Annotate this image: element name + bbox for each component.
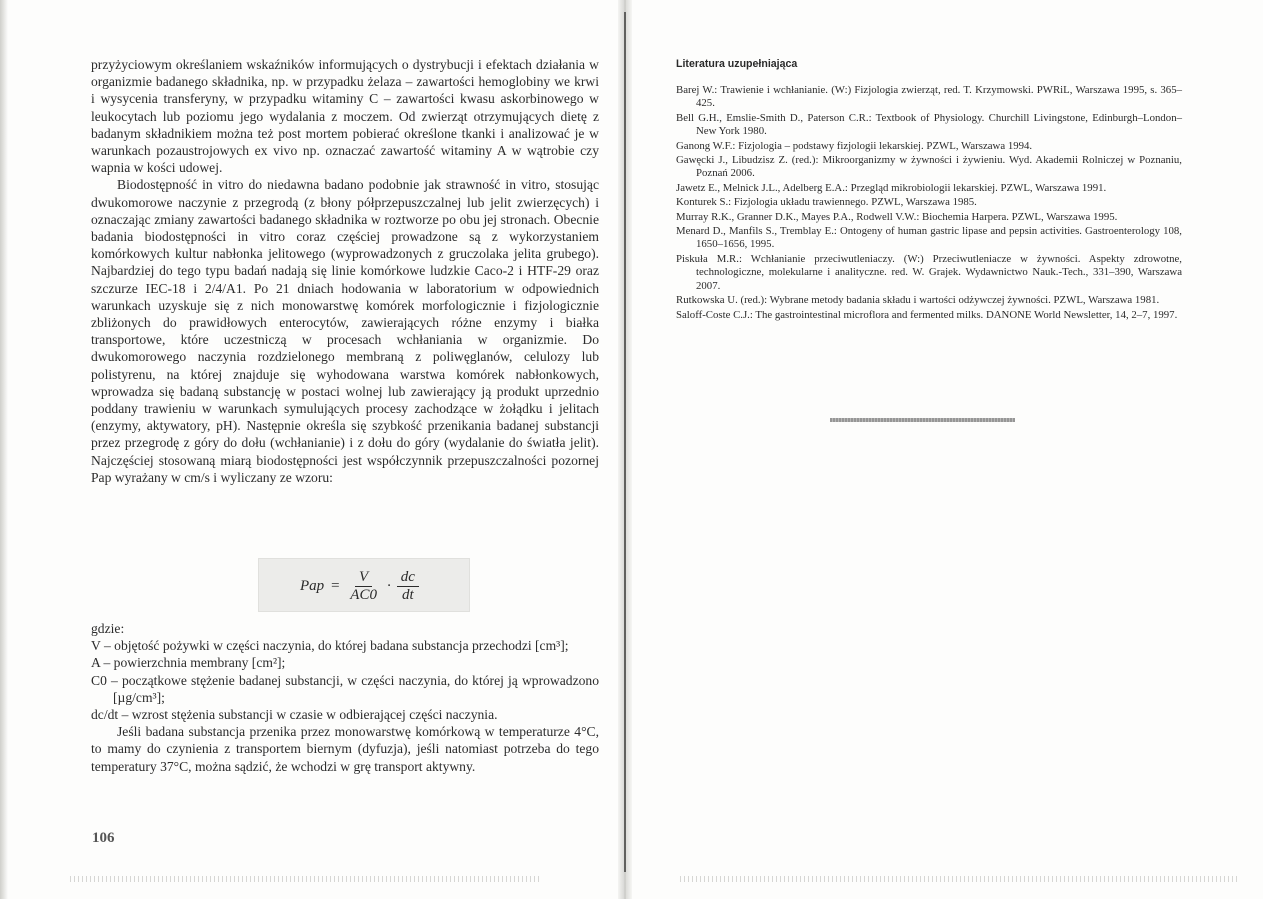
reference-item: Bell G.H., Emslie-Smith D., Paterson C.R.: Textbook of Physiology. Churchill Livingstone, Edinburgh–London–New York 1980.	[676, 111, 1182, 138]
references-list	[676, 84, 1182, 323]
paragraph-3: Jeśli badana substancja przenika przez monowarstwę komórkową w temperaturze 4°C, to mamy do czynienia z transportem biernym (dyfuzja), jeśli natomiast potrzeba do tego temperatury 37°C, można sądzić, że wchodzi w grę transport aktywny.	[91, 724, 599, 774]
left-body-text	[91, 56, 599, 486]
formula-lhs: Pap	[300, 577, 325, 594]
definition-item: dc/dt – wzrost stężenia substancji w czasie w odbierającej części naczynia.	[91, 707, 498, 723]
reference-item: Piskuła M.R.: Wchłanianie przeciwutleniaczy. (W:) Przeciwutleniacze w żywności. Aspekty zdrowotne, technologiczne, molekularne i analityczne. red. W. Grajek. Wydawnictwo Nauk.-Tech., 331–390, Warszawa 2007.	[676, 252, 1182, 292]
gutter-line	[624, 12, 626, 872]
paragraph-2: Biodostępność in vitro do niedawna badano podobnie jak strawność in vitro, stosując dwukomorowe naczynie z przegrodą (z błony półprzepuszczalnej lub jelit zwierzęcych) i oznaczając zmiany zawartości badanego składnika w roztworze po obu jej stronach. Obecnie badania biodostępności in vitro coraz częściej prowadzone są z wykorzystaniem komórkowych kultur nabłonka jelitowego (wyprowadzonych z gruczolaka jelita grubego). Najbardziej do tego typu badań nadają się linie komórkowe ludzkie Caco-2 i HTF-29 oraz szczurze IEC-18 i 2/4/A1. Po 21 dniach hodowania w laboratorium w odpowiednich warunkach uzyskuje się z nich monowarstwę komórek morfologicznie i fizjologicznie zbliżonych do prawidłowych enterocytów, zawierających różne enzymy i białka transportowe, które uczestniczą w procesach wchłaniania w organizmie. Do dwukomorowego naczynia rozdzielonego membraną z poliwęglanów, celulozy lub polistyrenu, na której znajduje się wyhodowana warstwa komórek nabłonkowych, wprowadza się badaną substancję w postaci wolnej lub zawierający ją produkt uprzednio poddany trawieniu w warunkach symulujących procesy zachodzące w żołądku i jelitach (enzymy, aktywatory, pH). Następnie określa się szybkość przenikania badanej substancji przez przegrodę z góry do dołu (wchłanianie) i z dołu do góry (wydalanie do światła jelit). Najczęściej stosowaną miarą biodostępności jest współczynnik przepuszczalności pozornej Pap wyrażany w cm/s i wyliczany ze wzoru:	[91, 177, 599, 485]
reference-item: Murray R.K., Granner D.K., Mayes P.A., Rodwell V.W.: Biochemia Harpera. PZWL, Warszawa 1995.	[676, 210, 1118, 223]
reference-item: Menard D., Manfils S., Tremblay E.: Ontogeny of human gastric lipase and pepsin activities. Gastroenterology 108, 1650–1656, 1995.	[676, 225, 1182, 251]
formula-fraction-1-numerator: V	[355, 569, 372, 587]
scan-noise-left	[70, 876, 540, 882]
page-edge-shadow	[0, 0, 8, 899]
formula-definitions	[91, 620, 599, 775]
formula-fraction-1-denominator: AC0	[350, 586, 377, 603]
definition-item: A – powierzchnia membrany [cm²];	[91, 655, 286, 671]
reference-item: Rutkowska U. (red.): Wybrane metody badania składu i wartości odżywczej żywności. PZWL, Warszawa 1981.	[676, 294, 1160, 307]
paragraph-1: przyżyciowym określaniem wskaźników informujących o dystrybucji i efektach działania w organizmie badanego składnika, np. w przypadku żelaza – zawartości hemoglobiny we krwi i wysycenia transferyny, w przypadku witaminy C – zawartości kwasu askorbinowego w leukocytach lub poziomu jego wydalania z moczem. Od zwierząt otrzymujących dietę z badanym składnikiem można też post mortem pobierać określone tkanki i analizować je w warunkach pozaustrojowych ex vivo np. oznaczać zawartość witaminy A w wątrobie czy wapnia w kości udowej.	[91, 57, 599, 176]
definition-item: V – objętość pożywki w części naczynia, do której badana substancja przechodzi [cm³];	[91, 638, 569, 654]
papp-formula	[300, 564, 419, 608]
formula-fraction-2-denominator: dt	[401, 586, 414, 603]
formula-fraction-1	[346, 569, 381, 604]
reference-item: Barej W.: Trawienie i wchłanianie. (W:) Fizjologia zwierząt, red. T. Krzymowski. PWRiL, Warszawa 1995, s. 365–425.	[676, 84, 1182, 110]
reference-item: Ganong W.F.: Fizjologia – podstawy fizjologii lekarskiej. PZWL, Warszawa 1994.	[676, 139, 1033, 152]
reference-item: Konturek S.: Fizjologia układu trawiennego. PZWL, Warszawa 1985.	[676, 196, 977, 209]
reference-item: Gawęcki J., Libudzisz Z. (red.): Mikroorganizmy w żywności i żywieniu. Wyd. Akademii Rolniczej w Poznaniu, Poznań 2006.	[676, 154, 1182, 180]
formula-equals: =	[330, 577, 341, 594]
scan-noise-right	[680, 876, 1240, 882]
where-label: gdzie:	[91, 621, 125, 636]
reference-item: Saloff-Coste C.J.: The gastrointestinal microflora and fermented milks. DANONE World Newsletter, 14, 2–7, 1997.	[676, 308, 1178, 321]
page-number: 106	[92, 830, 115, 846]
formula-dot: ·	[386, 577, 391, 594]
references-heading: Literatura uzupełniająca	[676, 58, 798, 70]
definition-item: C0 – początkowe stężenie badanej substancji, w części naczynia, do której ją wprowadzono [µg/cm³];	[91, 672, 599, 705]
reference-item: Jawetz E., Melnick J.L., Adelberg E.A.: Przegląd mikrobiologii lekarskiej. PZWL, Warszawa 1991.	[676, 181, 1107, 194]
formula-fraction-2-numerator: dc	[397, 569, 419, 587]
formula-fraction-2	[397, 569, 419, 604]
section-end-rule	[830, 418, 1015, 422]
